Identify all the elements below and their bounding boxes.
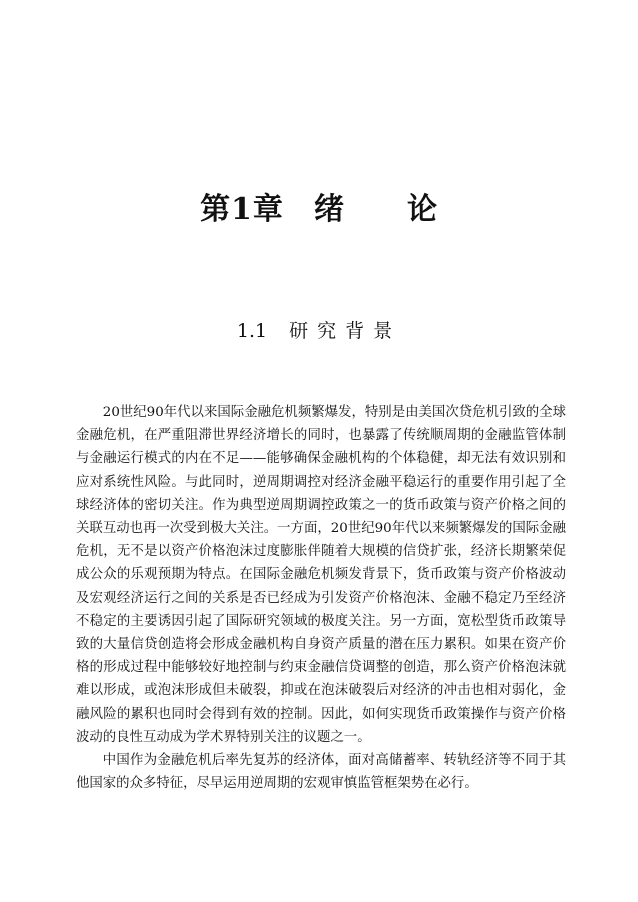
chapter-number: 第1章 <box>200 192 284 227</box>
section-heading <box>0 318 638 344</box>
chapter-title-char-1: 绪 <box>313 192 345 227</box>
section-title: 研究背景 <box>289 320 402 342</box>
section-number: 1.1 <box>236 320 268 342</box>
paragraph: 20世纪90年代以来国际金融危机频繁爆发，特别是由美国次贷危机引致的全球金融危机，在严重阻滞世界经济增长的同时，也暴露了传统顺周期的金融监管体制与金融运行模式的内在不足——能够确保金融机构的个体稳健，却无法有效识别和应对系统性风险。与此同时，逆周期调控对经济金融平稳运行的重要作用引起了全球经济体的密切关注。作为典型逆周期调控政策之一的货币政策与资产价格之间的关联互动也再一次受到极大关注。一方面，20世纪90年代以来频繁爆发的国际金融危机，无不是以资产价格泡沫过度膨胀伴随着大规模的信贷扩张，经济长期繁荣促成公众的乐观预期为特点。在国际金融危机频发背景下，货币政策与资产价格波动及宏观经济运行之间的关系是否已经成为引发资产价格泡沫、金融不稳定乃至经济不稳定的主要诱因引起了国际研究领域的极度关注。另一方面，宽松型货币政策导致的大量信贷创造将会形成金融机构自身资产质量的潜在压力累积。如果在资产价格的形成过程中能够较好地控制与约束金融信贷调整的创造，那么资产价格泡沫就难以形成，或泡沫形成但未破裂，抑或在泡沫破裂后对经济的冲击也相对弱化，金融风险的累积也同时会得到有效的控制。因此，如何实现货币政策操作与资产价格波动的良性互动成为学术界特别关注的议题之一。 <box>76 405 566 745</box>
chapter-title-char-2: 论 <box>406 192 438 227</box>
paragraph: 中国作为金融危机后率先复苏的经济体，面对高储蓄率、转轨经济等不同于其他国家的众多特征，尽早运用逆周期的宏观审慎监管框架势在必行。 <box>76 753 566 792</box>
chapter-title <box>0 190 638 230</box>
body-text <box>76 401 566 795</box>
